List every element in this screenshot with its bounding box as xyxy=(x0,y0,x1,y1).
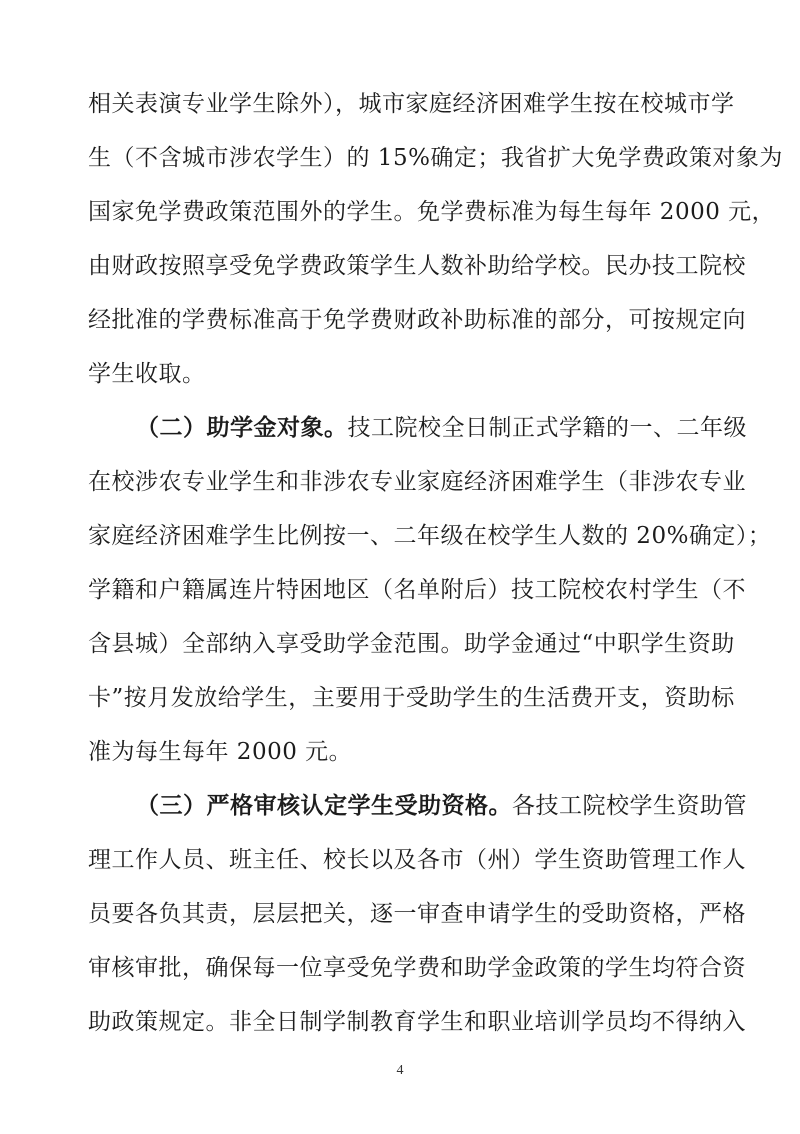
text-line: 国家免学费政策范围外的学生。免学费标准为每生每年 2000 元， xyxy=(88,199,776,225)
text-line: 准为每生每年 2000 元。 xyxy=(88,739,353,765)
text-line: 由财政按照享受免学费政策学生人数补助给学校。民办技工院校 xyxy=(88,253,746,279)
page-number: 4 xyxy=(396,1063,404,1078)
text-line: 员要各负其责，层层把关，逐一审查申请学生的受助资格，严格 xyxy=(88,901,746,927)
text-line: 卡”按月发放给学生，主要用于受助学生的生活费开支，资助标 xyxy=(88,685,735,711)
text-line: 经批准的学费标准高于免学费财政补助标准的部分，可按规定向 xyxy=(88,307,746,333)
text-line: 含县城）全部纳入享受助学金范围。助学金通过“中职学生资助 xyxy=(88,631,735,657)
text-line: 审核审批，确保每一位享受免学费和助学金政策的学生均符合资 xyxy=(88,955,746,981)
text-span: 各技工院校学生资助管 xyxy=(512,793,747,819)
text-span: 技工院校全日制正式学籍的一、二年级 xyxy=(347,415,747,441)
section-heading: （三）严格审核认定学生受助资格。 xyxy=(136,793,512,819)
paragraph-first-line xyxy=(136,791,747,821)
text-line: 助政策规定。非全日制学制教育学生和职业培训学员均不得纳入 xyxy=(88,1009,746,1035)
text-line: 相关表演专业学生除外），城市家庭经济困难学生按在校城市学 xyxy=(88,91,735,117)
text-line: 学籍和户籍属连片特困地区（名单附后）技工院校农村学生（不 xyxy=(88,577,746,603)
section-heading: （二）助学金对象。 xyxy=(136,415,348,441)
paragraph-first-line xyxy=(136,413,747,443)
text-line: 在校涉农专业学生和非涉农专业家庭经济困难学生（非涉农专业 xyxy=(88,469,746,495)
text-line: 生（不含城市涉农学生）的 15%确定；我省扩大免学费政策对象为 xyxy=(88,145,783,171)
text-line: 学生收取。 xyxy=(88,361,206,387)
text-line: 理工作人员、班主任、校长以及各市（州）学生资助管理工作人 xyxy=(88,847,746,873)
text-line: 家庭经济困难学生比例按一、二年级在校学生人数的 20%确定）； xyxy=(88,523,772,549)
